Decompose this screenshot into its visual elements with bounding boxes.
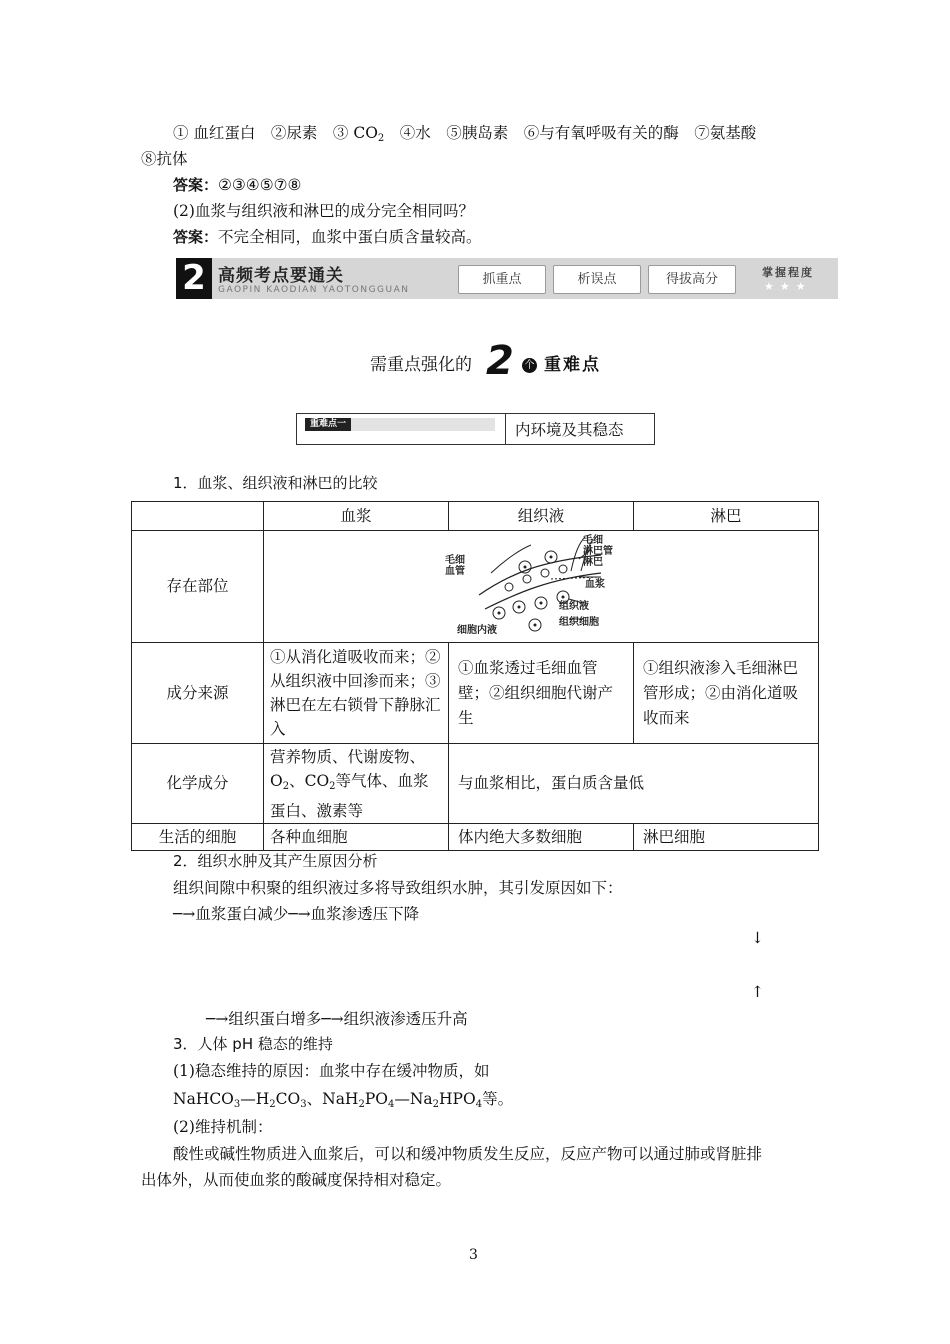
row-label-location: 存在部位 — [132, 531, 264, 643]
cell-plasma-cells: 各种血细胞 — [264, 824, 449, 851]
section-suffix: 重难点 — [544, 355, 601, 375]
cell-plasma-source: ①从消化道吸收而来；②从组织液中回渗而来；③淋巴在左右锁骨下静脉汇入 — [264, 643, 449, 744]
row-label-chemistry: 化学成分 — [132, 744, 264, 824]
ph-reason: (1)稳态维持的原因：血浆中存在缓冲物质，如 — [173, 1062, 490, 1080]
heading-edema: 2．组织水肿及其产生原因分析 — [173, 852, 378, 870]
body-fluid-diagram — [445, 533, 631, 641]
row-label-source: 成分来源 — [132, 643, 264, 744]
comparison-table — [131, 501, 819, 851]
table-header: 血浆 — [264, 502, 449, 531]
ph-detail-2: 出体外，从而使血浆的酸碱度保持相对稳定。 — [141, 1171, 452, 1189]
table-header-row — [132, 502, 819, 531]
tab-mistakes[interactable]: 析误点 — [553, 265, 641, 294]
ph-detail-1: 酸性或碱性物质进入血浆后，可以和缓冲物质发生反应，反应产物可以通过肺或肾脏排 — [173, 1145, 763, 1163]
arrow-up-icon: ↑ — [751, 983, 764, 1001]
banner-number: 2 — [176, 258, 212, 299]
tab-high-score[interactable]: 得拔高分 — [648, 265, 736, 294]
tab-key-points[interactable]: 抓重点 — [458, 265, 546, 294]
table-row — [132, 531, 819, 643]
answer-2: 答案：不完全相同，血浆中蛋白质含量较高。 — [173, 228, 482, 246]
label-lymph-capillary: 毛细 — [583, 534, 603, 546]
table-row — [132, 744, 819, 824]
label-lymph-capillary-2: 淋巴管 — [583, 545, 613, 557]
row-label-cells: 生活的细胞 — [132, 824, 264, 851]
intro-items-line2: ⑧抗体 — [141, 150, 188, 168]
cell-tissue-source: ①血浆透过毛细血管壁；②组织细胞代谢产生 — [449, 643, 634, 744]
edema-line-1: ─→血浆蛋白减少─→血浆渗透压下降 — [173, 905, 420, 923]
question-2: (2)血浆与组织液和淋巴的成分完全相同吗？ — [173, 202, 474, 220]
ph-mechanism: (2)维持机制： — [173, 1118, 273, 1136]
edema-intro: 组织间隙中积聚的组织液过多将导致组织水肿，其引发原因如下： — [173, 879, 623, 897]
keypoint-bar — [305, 418, 495, 431]
table-header: 淋巴 — [634, 502, 819, 531]
heading-comparison: 1．血浆、组织液和淋巴的比较 — [173, 474, 378, 492]
page-number: 3 — [469, 1247, 478, 1263]
keypoint-box — [296, 413, 655, 445]
location-diagram-cell — [264, 531, 819, 643]
arrow-down-icon: ↓ — [751, 929, 764, 947]
banner-title: 高频考点要通关 — [218, 266, 344, 286]
section-prefix: 需重点强化的 — [370, 355, 472, 375]
label-tissue-fluid: 组织液 — [559, 600, 589, 612]
table-row — [132, 643, 819, 744]
ph-buffers: $NaHCO_3—H_2CO_3$、$NaH_2PO_4—Na_2HPO_4$等。 — [173, 1090, 514, 1110]
label-lymph: 淋巴 — [583, 556, 603, 568]
heading-ph: 3．人体 pH 稳态的维持 — [173, 1035, 333, 1053]
table-row — [132, 824, 819, 851]
cell-lymph-cells: 淋巴细胞 — [634, 824, 819, 851]
label-tissue-cell: 组织细胞 — [559, 616, 599, 628]
label-capillary-2: 血管 — [445, 565, 465, 577]
label-intracellular: 细胞内液 — [457, 624, 497, 636]
keypoint-title: 内环境及其稳态 — [515, 421, 624, 439]
banner-subtitle: GAOPIN KAODIAN YAOTONGGUAN — [218, 285, 410, 295]
table-header: 组织液 — [449, 502, 634, 531]
section-count: 2 — [486, 338, 514, 384]
label-capillary: 毛细 — [445, 554, 465, 566]
keypoint-left — [297, 414, 506, 444]
cell-lymph-source: ①组织液渗入毛细淋巴管形成；②由消化道吸收而来 — [634, 643, 819, 744]
cell-other-chemistry: 与血浆相比，蛋白质含量低 — [449, 744, 819, 824]
edema-line-2: ─→组织蛋白增多─→组织液渗透压升高 — [206, 1010, 468, 1028]
intro-items-line1: ① 血红蛋白 ②尿素 ③ $CO_2$ ④水 ⑤胰岛素 ⑥与有氧呼吸有关的酶 ⑦氨基酸 — [173, 124, 757, 144]
section-unit: 个 — [522, 358, 537, 373]
mastery-label: 掌握程度 — [762, 266, 814, 279]
section-banner — [176, 258, 838, 299]
cell-tissue-cells: 体内绝大多数细胞 — [449, 824, 634, 851]
mastery-stars-icon: ★★★ — [764, 280, 812, 293]
label-plasma: 血浆 — [585, 578, 605, 590]
answer-1: 答案：②③④⑤⑦⑧ — [173, 176, 302, 194]
keypoint-tag: 重难点一 — [305, 418, 351, 431]
table-header — [132, 502, 264, 531]
cell-plasma-chemistry: 营养物质、代谢废物、$O_2$、$CO_2$等气体、血浆蛋白、激素等 — [264, 744, 449, 824]
